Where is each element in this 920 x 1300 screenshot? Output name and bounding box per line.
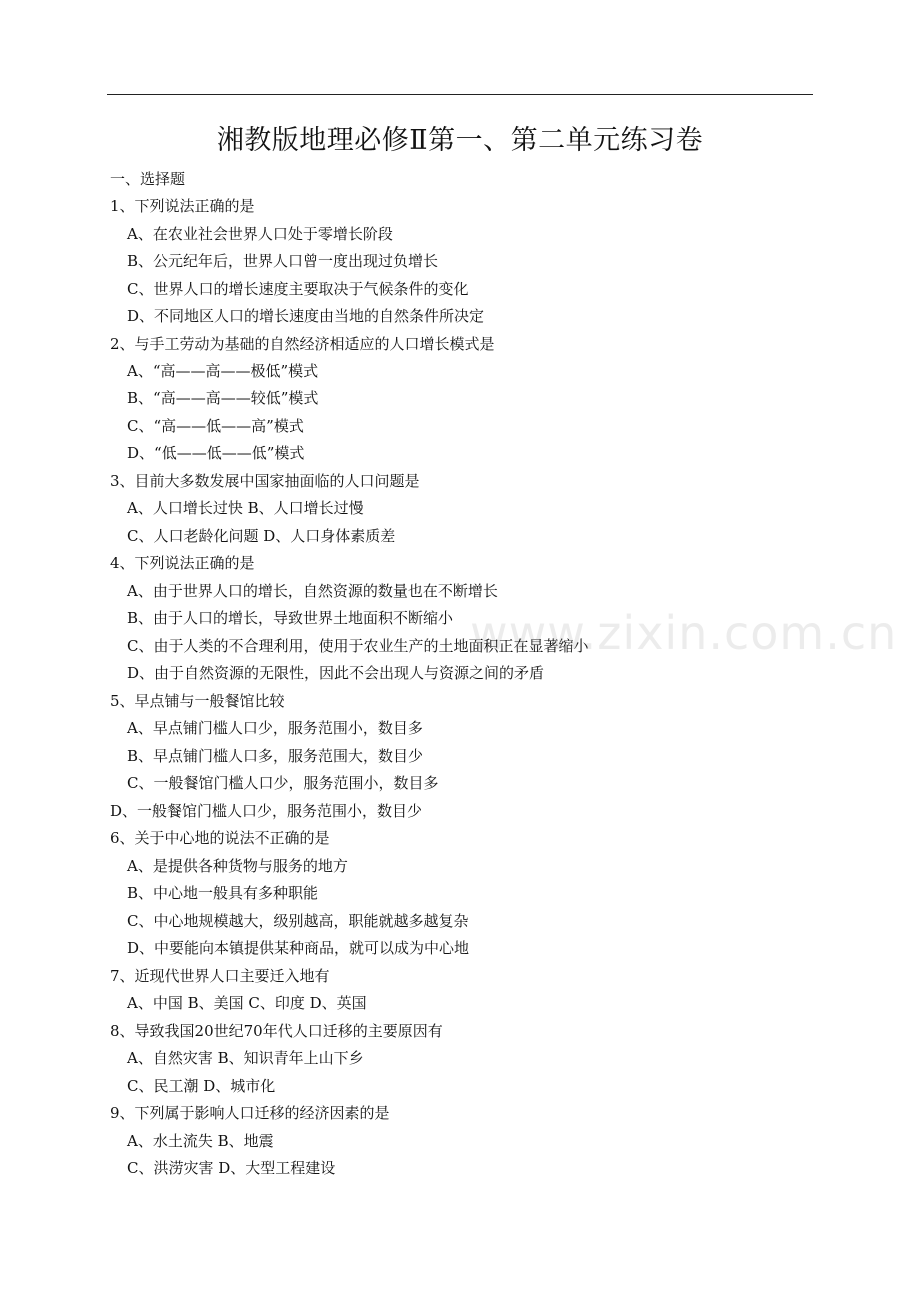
q9-options-ab: A、水土流失 B、地震: [127, 1132, 274, 1150]
q8-options-cd: C、民工潮 D、城市化: [127, 1077, 276, 1095]
q7-options: A、中国 B、美国 C、印度 D、英国: [127, 994, 367, 1012]
question-8: 8、导致我国20世纪70年代人口迁移的主要原因有: [110, 1022, 443, 1040]
question-2: 2、与手工劳动为基础的自然经济相适应的人口增长模式是: [110, 335, 495, 353]
q5-option-b: B、早点铺门槛人口多，服务范围大，数目少: [127, 747, 424, 765]
section-heading: 一、选择题: [110, 170, 186, 188]
q6-option-c: C、中心地规模越大，级别越高，职能就越多越复杂: [127, 912, 469, 930]
q5-option-d: D、一般餐馆门槛人口少，服务范围小，数目少: [110, 802, 423, 820]
watermark: www.zixin.com.cn: [470, 606, 898, 660]
question-6: 6、关于中心地的说法不正确的是: [110, 829, 330, 847]
q1-option-a: A、在农业社会世界人口处于零增长阶段: [127, 225, 393, 243]
q6-option-a: A、是提供各种货物与服务的地方: [127, 857, 348, 875]
question-4: 4、下列说法正确的是: [110, 554, 255, 572]
q4-option-c: C、由于人类的不合理利用，使用于农业生产的土地面积正在显著缩小: [127, 637, 589, 655]
q5-option-a: A、早点铺门槛人口少，服务范围小，数目多: [127, 719, 423, 737]
question-7: 7、近现代世界人口主要迁入地有: [110, 967, 330, 985]
question-9: 9、下列属于影响人口迁移的经济因素的是: [110, 1104, 390, 1122]
q4-option-d: D、由于自然资源的无限性，因此不会出现人与资源之间的矛盾: [127, 664, 545, 682]
q2-option-b: B、“高——高——较低”模式: [127, 389, 319, 407]
q2-option-a: A、“高——高——极低”模式: [127, 362, 319, 380]
q8-options-ab: A、自然灾害 B、知识青年上山下乡: [127, 1049, 364, 1067]
q5-option-c: C、一般餐馆门槛人口少，服务范围小，数目多: [127, 774, 439, 792]
q3-options-ab: A、人口增长过快 B、人口增长过慢: [127, 499, 364, 517]
q1-option-c: C、世界人口的增长速度主要取决于气候条件的变化: [127, 280, 469, 298]
header-rule: [107, 94, 813, 95]
question-3: 3、目前大多数发展中国家抽面临的人口问题是: [110, 472, 420, 490]
q1-option-d: D、不同地区人口的增长速度由当地的自然条件所决定: [127, 307, 485, 325]
question-1: 1、下列说法正确的是: [110, 197, 255, 215]
q4-option-a: A、由于世界人口的增长，自然资源的数量也在不断增长: [127, 582, 498, 600]
q6-option-d: D、中要能向本镇提供某种商品，就可以成为中心地: [127, 939, 470, 957]
q4-option-b: B、由于人口的增长，导致世界土地面积不断缩小: [127, 609, 454, 627]
q2-option-d: D、“低——低——低”模式: [127, 444, 305, 462]
q1-option-b: B、公元纪年后，世界人口曾一度出现过负增长: [127, 252, 439, 270]
q6-option-b: B、中心地一般具有多种职能: [127, 884, 319, 902]
question-5: 5、早点铺与一般餐馆比较: [110, 692, 285, 710]
q2-option-c: C、“高——低——高”模式: [127, 417, 304, 435]
q9-options-cd: C、洪涝灾害 D、大型工程建设: [127, 1159, 336, 1177]
q3-options-cd: C、人口老龄化问题 D、人口身体素质差: [127, 527, 396, 545]
page-title: 湘教版地理必修Ⅱ第一、第二单元练习卷: [216, 125, 704, 156]
